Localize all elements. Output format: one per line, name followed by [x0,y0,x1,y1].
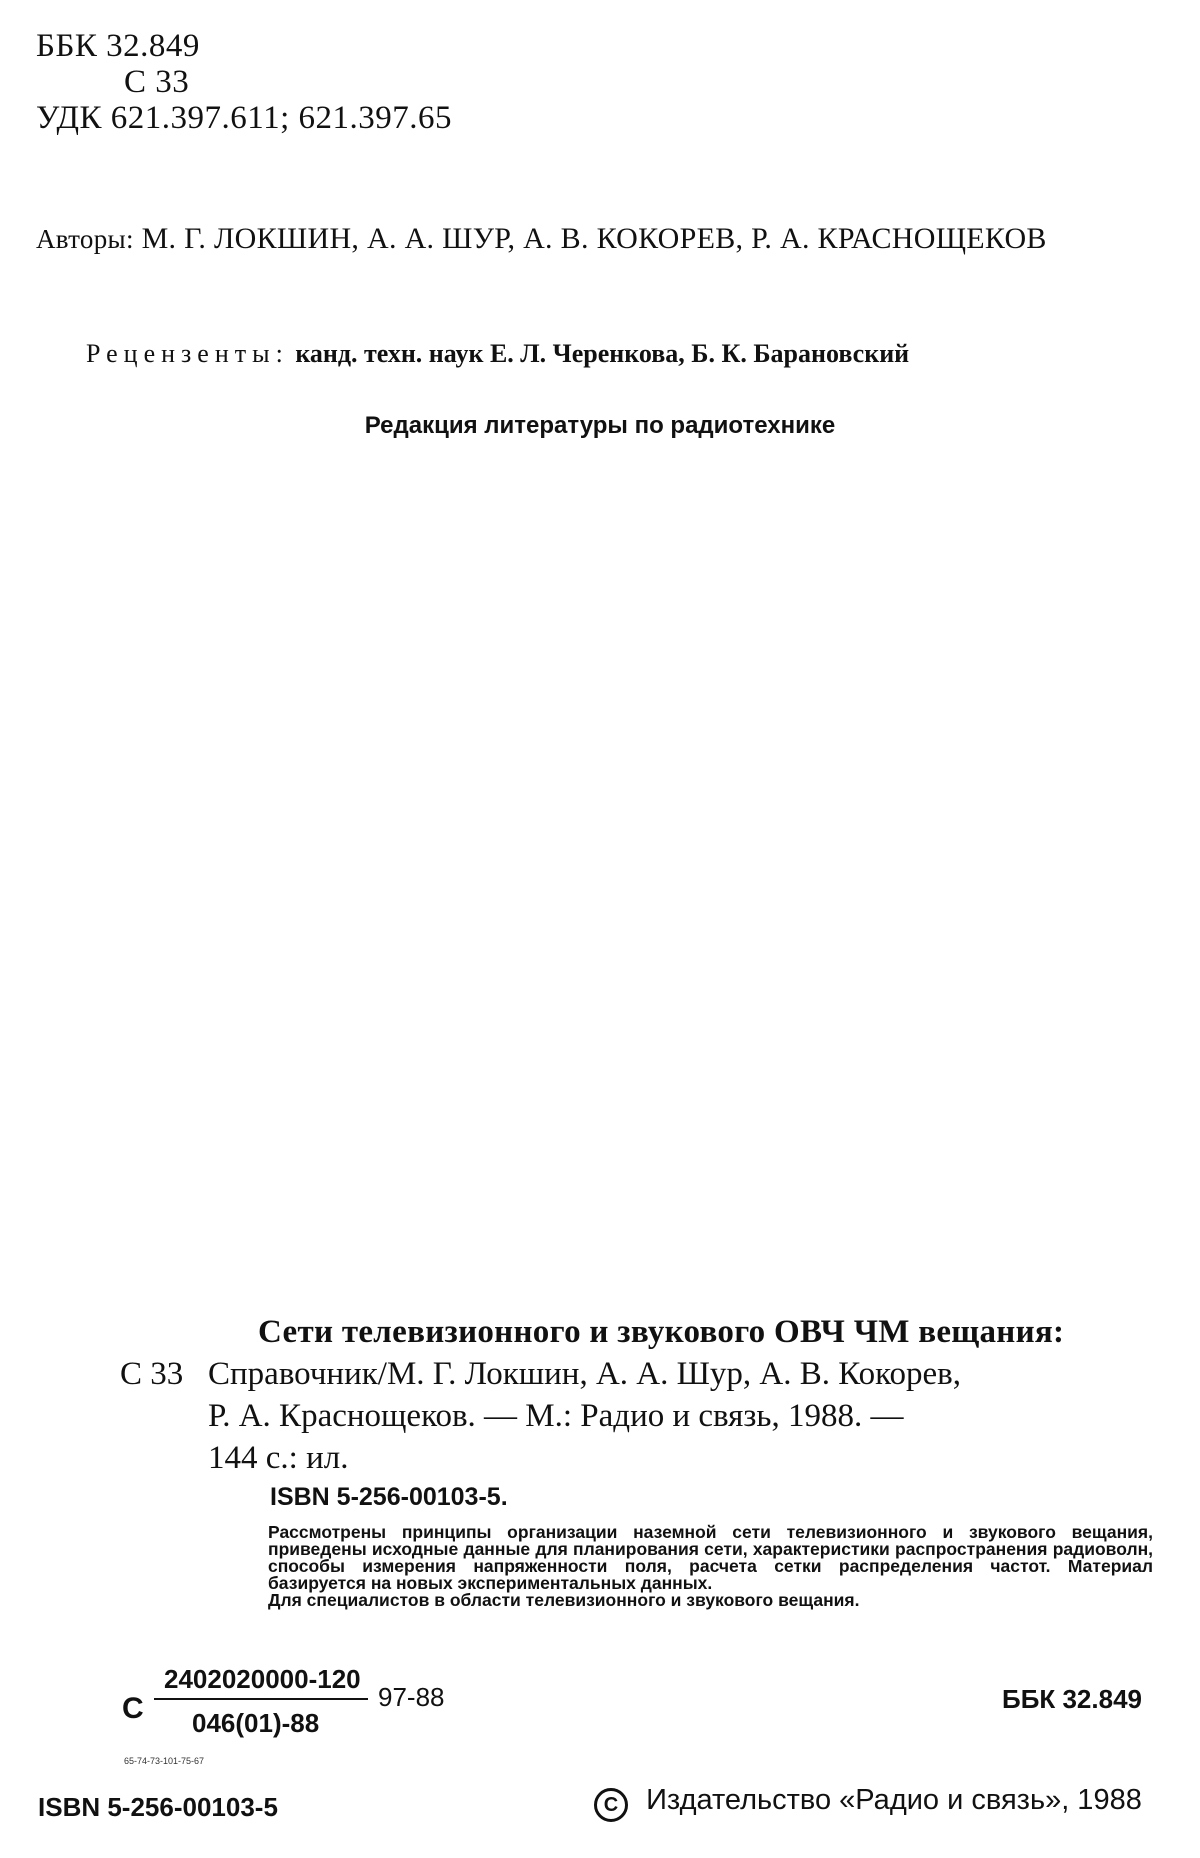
bib-line-1: Справочник/М. Г. Локшин, А. А. Шур, А. В. Кокорев, [208,1356,961,1392]
index-numerator: 2402020000-120 [164,1664,361,1694]
fraction-line [154,1698,368,1700]
authors-label: Авторы: [36,224,134,254]
index-suffix: 97-88 [378,1682,445,1712]
authors-names: М. Г. ЛОКШИН, А. А. ШУР, А. В. КОКОРЕВ, Р. А. КРАСНОЩЕКОВ [141,222,1047,255]
bib-title: Сети телевизионного и звукового ОВЧ ЧМ вещания: [258,1314,1065,1350]
book-code-top: С 33 [124,64,190,100]
udk-code: УДК 621.397.611; 621.397.65 [36,100,452,136]
edition-note: Редакция литературы по радиотехнике [364,412,836,439]
bbk-code-top: ББК 32.849 [36,28,200,64]
abstract [268,1524,1153,1609]
index-denominator: 046(01)-88 [192,1708,320,1738]
copyright-text: Издательство «Радио и связь», 1988 [646,1784,1142,1816]
copyright-line [594,1784,1142,1822]
copyright-icon: C [594,1788,628,1822]
bib-isbn: ISBN 5-256-00103-5. [270,1483,508,1511]
authors-line [36,222,1047,256]
abstract-audience: Для специалистов в области телевизионного и звукового вещания. [268,1590,860,1610]
bib-code: С 33 [120,1356,184,1392]
isbn-bottom: ISBN 5-256-00103-5 [38,1792,278,1822]
abstract-text: Рассмотрены принципы организации наземной сети телевизионного и звукового вещания, приведены исходные данные для планирования сети, характеристики распространения радиоволн, способы измерения напряженности поля, расчета сетки распределения частот. Материал базируется на новых экспериментальных данных. [268,1522,1153,1593]
bbk-code-bottom: ББК 32.849 [1002,1684,1142,1714]
index-letter: С [122,1692,144,1725]
reviewers-names: канд. техн. наук Е. Л. Черенкова, Б. К. Барановский [295,339,910,368]
small-print-code: 65-74-73-101-75-67 [124,1756,205,1766]
reviewers-label: Рецензенты: [86,339,289,368]
bib-line-3: 144 с.: ил. [208,1440,349,1476]
bib-line-2: Р. А. Краснощеков. — М.: Радио и связь, 1988. — [208,1398,904,1434]
reviewers-line [86,339,909,369]
